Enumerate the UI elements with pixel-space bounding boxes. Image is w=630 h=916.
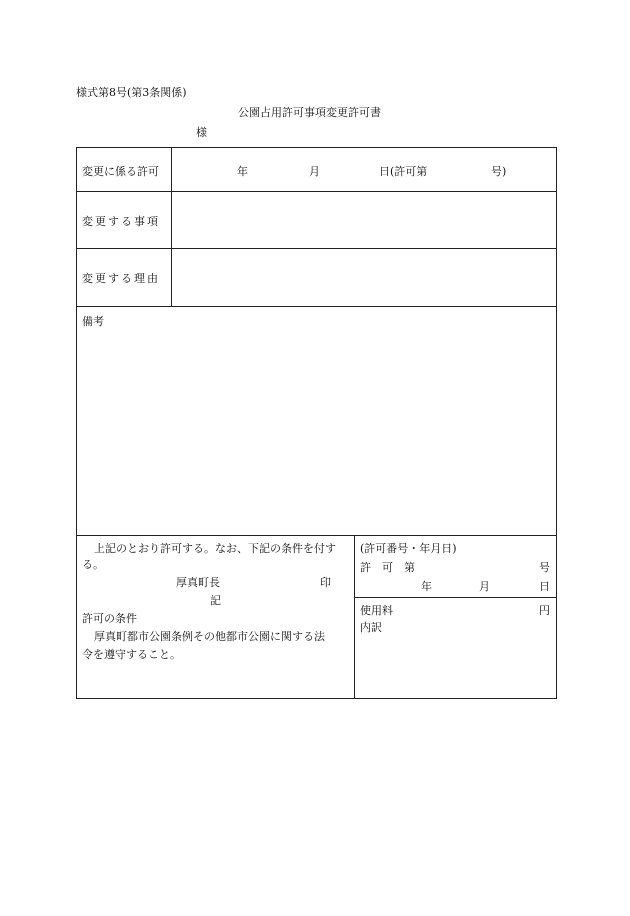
table-border-bottom — [76, 698, 557, 699]
table-border-top — [76, 147, 557, 148]
table-border-right — [556, 147, 557, 699]
conditions-line1: 厚真町都市公園条例その他都市公園に関する法 — [94, 630, 325, 643]
remarks-label: 備考 — [82, 315, 104, 328]
change-reason-field[interactable] — [176, 253, 550, 299]
fee-unit: 円 — [539, 604, 550, 617]
permit-year-label: 年 — [237, 165, 248, 178]
permit-date-month: 月 — [479, 580, 490, 593]
permit-number-label: 許 可 第 — [360, 561, 415, 574]
table-divider — [76, 248, 557, 249]
permit-month-label: 月 — [309, 165, 320, 178]
approval-text-line2: る。 — [82, 558, 104, 571]
permit-day-label: 日(許可第 — [379, 165, 428, 178]
table-divider — [354, 597, 557, 598]
table-divider — [76, 535, 557, 536]
change-items-field[interactable] — [176, 196, 550, 242]
remarks-field[interactable] — [82, 330, 550, 528]
change-reason-label: 変更する理由 — [82, 272, 160, 285]
ki-heading: 記 — [210, 594, 221, 607]
breakdown-label: 内訳 — [360, 621, 382, 634]
permit-date-year: 年 — [421, 580, 432, 593]
table-divider — [76, 306, 557, 307]
approval-text-line1: 上記のとおり許可する。なお、下記の条件を付す — [94, 542, 336, 555]
conditions-line2: 令を遵守すること。 — [82, 648, 181, 661]
table-border-left — [76, 147, 77, 699]
permit-number-suffix: 号) — [491, 165, 507, 178]
change-items-label: 変更する事項 — [82, 215, 160, 228]
conditions-heading: 許可の条件 — [82, 612, 137, 625]
document-title: 公園占用許可事項変更許可書 — [238, 106, 381, 119]
permit-number-suffix: 号 — [539, 561, 550, 574]
permit-info-heading: (許可番号・年月日) — [360, 542, 457, 555]
issuer-title: 厚真町長 — [176, 576, 220, 589]
bottom-panel-divider — [354, 535, 355, 698]
fee-label: 使用料 — [360, 604, 393, 617]
seal-mark: 印 — [320, 576, 331, 589]
form-number: 様式第8号(第3条関係) — [76, 86, 187, 99]
permit-row-label: 変更に係る許可 — [82, 165, 159, 178]
addressee-suffix: 様 — [196, 126, 207, 139]
label-column-divider — [171, 147, 172, 306]
table-divider — [76, 191, 557, 192]
permit-date-day: 日 — [539, 580, 550, 593]
